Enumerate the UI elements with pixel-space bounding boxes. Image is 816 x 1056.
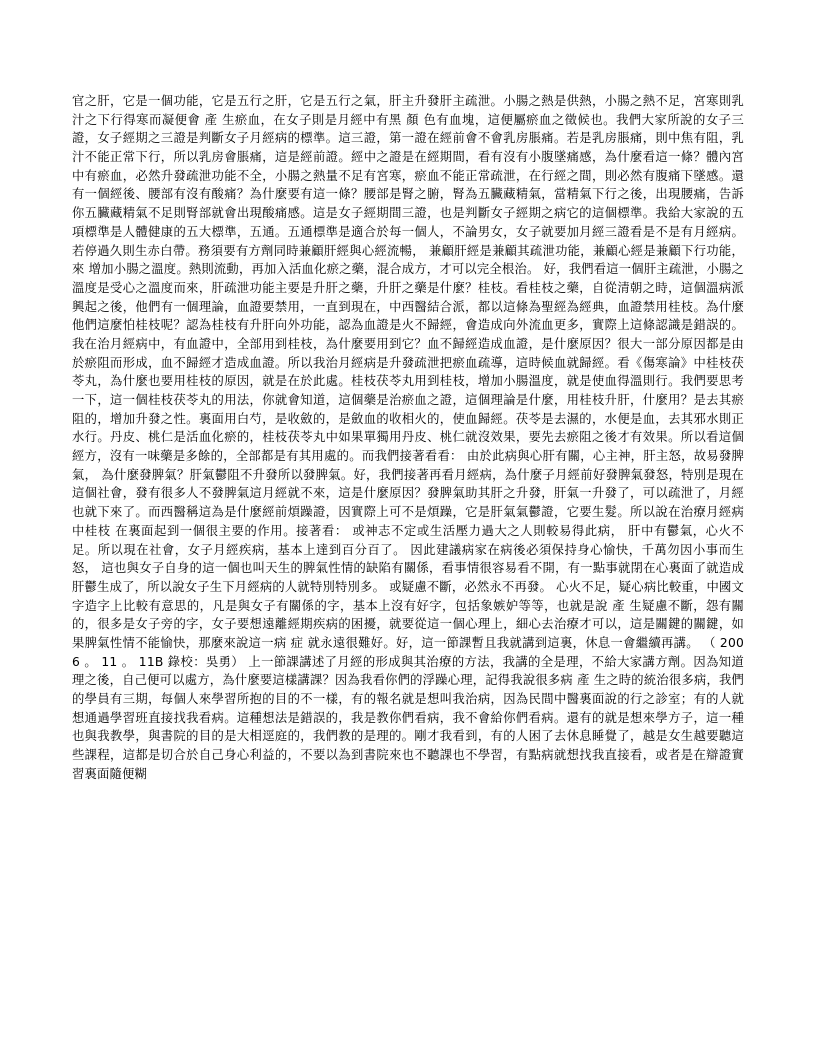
document-body-text: 官之肝，它是一個功能，它是五行之肝，它是五行之氣，肝主升發肝主疏泄。小腸之熱是供熱，小腸之熱不足，宮寒則乳汁之下行得寒而凝便會 產 生瘀血，在女子則是月經中有黑 顏 色有血塊，這便屬瘀血之徵候也。我們大家所說的女子三證，女子經期之三證是判斷女子月經病的標準。這三證，第一證在經前會不會乳房脹痛。若是乳房脹痛，則中焦有阻，乳汁不能正常下行，所以乳房會脹痛，這是經前證。經中之證是在經期間，看有沒有小腹墜痛感，為什麼看這一條？體內宮中有瘀血，必然升發疏泄功能不全，小腸之熱量不足有宮寒，瘀血不能正常疏泄，在行經之間，則必然有腹痛下墜感。還有一個經後、腰部有沒有酸痛？為什麼要有這一條？腰部是腎之腑，腎為五臟藏精氣，當精氣下行之後，出現腰痛，告訴你五臟藏精氣不足則腎部就會出現酸痛感。這是女子經期間三證，也是判斷女子經期之病它的這個標準。我給大家說的五項標準是人體健康的五大標準，五通。五通標準是適合於每一個人，不論男女，女子就要加月經三證看是不是有月經病。 若停過久則生赤白帶。務須要有方劑同時兼顧肝經與心經流暢， 兼顧肝經是兼顧其疏泄功能，兼顧心經是兼顧下行功能，來 增加小腸之溫度。熱則流動，再加入活血化瘀之藥，混合成方，才可以完全根治。 好，我們看這一個肝主疏泄，小腸之溫度是受心之溫度而來，肝疏泄功能主要是升肝之藥，升肝之藥是什麼？桂枝。看桂枝之藥，自從清朝之時，這個溫病派興起之後，他們有一個理論，血證要禁用，一直到現在，中西醫結合派，都以這條為聖經為經典，血證禁用桂枝。為什麼他們這麼怕桂枝呢？認為桂枝有升肝向外功能，認為血證是火不歸經，會造成向外流血更多，實際上這條認識是錯誤的。我在治月經病中，有血證中，全部用到桂枝，為什麼要用到它？血不歸經造成血證，是什麼原因？很大一部分原因都是由於瘀阻而形成，血不歸經才造成血證。所以我治月經病是升發疏泄把瘀血疏導，這時候血就歸經。看《傷寒論》中桂枝茯苓丸，為什麼也要用桂枝的原因，就是在於此處。桂枝茯苓丸用到桂枝，增加小腸溫度，就是使血得溫則行。我們要思考一下，這一個桂枝茯苓丸的用法，你就會知道，這個藥是治瘀血之證，這個理論是什麼，用桂枝升肝，什麼用？是去其瘀阻的，增加升發之性。裏面用白芍，是收斂的，是斂血的收相火的，使血歸經。茯苓是去濕的，水便是血，去其邪水則正水行。丹皮、桃仁是活血化瘀的，桂枝茯苓丸中如果單獨用丹皮、桃仁就沒效果，要先去瘀阻之後才有效果。所以看這個經方，沒有一味藥是多餘的，全部都是有其用處的。而我們接著看看： 由於此病與心肝有關，心主神，肝主怒，故易發脾氣， 為什麼發脾氣？肝氣鬱阻不升發所以發脾氣。好，我們接著再看月經病，為什麼子月經前好發脾氣發怒，特別是現在這個社會，發有很多人不發脾氣這月經就不來，這是什麼原因？發脾氣助其肝之升發，肝氣一升發了，可以疏泄了，月經也就下來了。而西醫稱這為是什麼經前煩躁證，因實際上可不是煩躁，它是肝氣氣鬱證，它要生髮。所以說在治療月經病中桂枝 在裏面起到一個很主要的作用。接著看： 或神志不定或生活壓力過大之人則較易得此病， 肝中有鬱氣，心火不足。所以現在社會，女子月經疾病，基本上達到百分百了。 因此建議病家在病後必須保持身心愉快，千萬勿因小事而生怒， 這也與女子自身的這一個也叫天生的脾氣性情的缺陷有關係，看事情很容易看不開，有一點事就閉在心裏面了就造成肝鬱生成了，所以說女子生下月經病的人就特別特別多。 或疑慮不斷，必然永不再發。 心火不足，疑心病比較重，中國文字造字上比較有意思的，凡是與女子有關係的字，基本上沒有好字，包括象嫉妒等等，也就是說 產 生疑慮不斷，怨有關的，很多是女子旁的字，女子要想遠離經期疾病的困擾，就要從這一個心理上，細心去治療才可以，這是關鍵的關鍵，如果脾氣性情不能愉快，那麼來說這一病 症 就永遠很難好。好，這一節課暫且我就講到這裏，休息一會繼續再講。 （ 2006 。 11 。 11B 錄校：吳勇） 上一節課講述了月經的形成與其治療的方法，我講的全是理，不給大家講方劑。因為知道理之後，自己便可以處方，為什麼要這樣講課？因為我看你們的浮躁心理，記得我說很多病 產 生之時的統治很多病，我們的學員有三期，每個人來學習所抱的目的不一樣，有的報名就是想叫我治病，因為民間中醫裏面說的行之診室；有的人就想通過學習班直接找我看病。這種想法是錯誤的，我是教你們看病，我不會給你們看病。還有的就是想來學方子，這一種也與我教學，與書院的目的是大相逕庭的，我們教的是理的。剛才我看到，有的人困了去休息睡覺了，越是女生越要聽這些課程，這都是切合於自己身心利益的，不要以為到書院來也不聽課也不學習，有點病就想找我直接看，或者是在辯證實習裏面隨便糊 [72, 94, 744, 781]
